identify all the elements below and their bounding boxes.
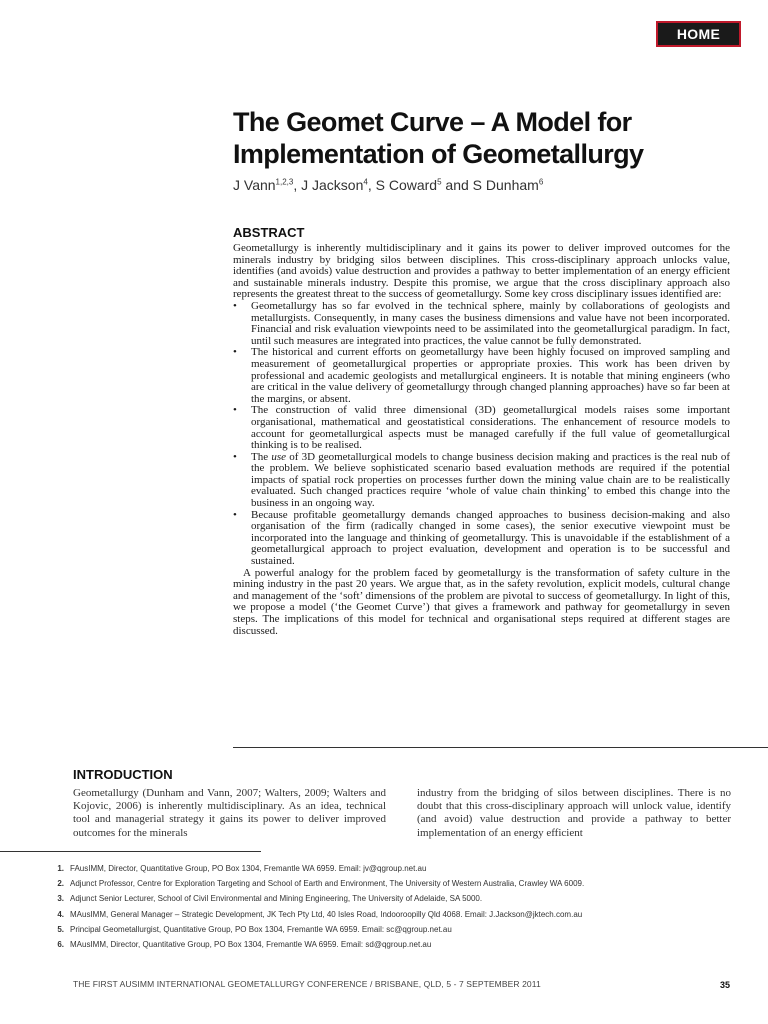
footnote-number: 1. — [57, 864, 64, 873]
footnote-text: FAusIMM, Director, Quantitative Group, PO Box 1304, Fremantle WA 6959. Email: jv@qgroup.net.au — [70, 864, 427, 873]
footnote-item — [44, 925, 584, 940]
author-name: J Jackson — [301, 177, 364, 193]
introduction-heading: INTRODUCTION — [73, 767, 173, 782]
bullet-marker: • — [233, 508, 237, 521]
author-separator: , — [293, 177, 302, 193]
author-affiliation: 5 — [437, 177, 442, 187]
footnote-item — [44, 940, 584, 955]
abstract-bullet — [233, 452, 730, 510]
bullet-marker: • — [233, 299, 237, 312]
footnote-number: 4. — [57, 909, 64, 919]
footnote-number: 5. — [57, 924, 64, 934]
abstract-bullet-list — [233, 301, 730, 568]
bullet-text: The — [251, 450, 272, 463]
footnote-text: Adjunct Professor, Centre for Exploration Targeting and School of Earth and Environment, The University of Western Australia, Crawley WA 6009. — [70, 879, 585, 889]
bullet-marker: • — [233, 404, 237, 417]
page-number: 35 — [720, 980, 731, 990]
bullet-marker: • — [233, 346, 237, 359]
author-name: S Dunham — [472, 177, 539, 193]
author-name: J Vann — [233, 177, 276, 193]
paper-title: The Geomet Curve – A Model for Implementation of Geometallurgy — [233, 107, 644, 169]
abstract-body — [233, 243, 730, 637]
bullet-text: Geometallurgy has so far evolved in the technical sphere, mainly by collaborations of geologists and metallurgists. Consequently, in many cases the business dimensions and value have not been incorporated. Financial and risk evaluation viewpoints need to be assimilated into the geometallurgical paradigm. In fact, until such measures are integrated into practices, the value cannot be fully demonstrated. — [251, 299, 730, 347]
introduction-right-column: industry from the bridging of silos between disciplines. There is no doubt that this cross-disciplinary approach will unlock value, identify (and avoid) value destruction and provide a pathway to better implementation of an energy efficient — [417, 787, 731, 839]
bullet-text: Because profitable geometallurgy demands changed approaches to business decision-making and also organisation of the firm (radically changed in some cases), the senior executive viewpoint must be incorporated into the language and thinking of geometallurgy. This is unavoidable if the establishment of a geometallurgical approach to project evaluation, development and operation is to be successful and sustained. — [251, 508, 730, 568]
bullet-marker: • — [233, 450, 237, 463]
section-divider — [233, 747, 768, 748]
bullet-text: The construction of valid three dimensional (3D) geometallurgical models raises some important organisational, mathematical and geostatistical considerations. The enhancement of resource models to account for geometallurgical aspects must be managed carefully if the full value of geometallurgical thinking is to be realised. — [251, 404, 730, 452]
author-list — [233, 177, 543, 193]
author-affiliation: 6 — [538, 177, 544, 187]
author-affiliation: 1,2,3 — [275, 177, 294, 187]
home-button[interactable]: HOME — [656, 21, 741, 47]
abstract-bullet — [233, 347, 730, 405]
footnote-item — [44, 894, 584, 909]
footnote-item — [44, 864, 584, 879]
footnote-list — [44, 864, 584, 955]
footnote-text: Principal Geometallurgist, Quantitative Group, PO Box 1304, Fremantle WA 6959. Email: sc@qgroup.net.au — [70, 924, 452, 934]
footnote-number: 6. — [57, 939, 64, 949]
abstract-bullet — [233, 510, 730, 568]
footnote-number: 3. — [57, 894, 64, 904]
footnote-text: MAusIMM, Director, Quantitative Group, PO Box 1304, Fremantle WA 6959. Email: sd@qgroup.net.au — [70, 939, 432, 949]
conference-footer: THE FIRST AUSIMM INTERNATIONAL GEOMETALLURGY CONFERENCE / BRISBANE, QLD, 5 - 7 SEPTEMBER 2011 — [73, 979, 541, 989]
author-separator: , — [367, 177, 376, 193]
abstract-bullet — [233, 301, 730, 347]
abstract-heading: ABSTRACT — [233, 225, 305, 240]
author-separator: and — [441, 177, 473, 193]
abstract-bullet — [233, 405, 730, 451]
introduction-left-column: Geometallurgy (Dunham and Vann, 2007; Walters, 2009; Walters and Kojovic, 2006) is inherently multidisciplinary. As an idea, technical tool and managerial strategy it gains its power to deliver improved outcomes for the minerals — [73, 787, 386, 839]
footnote-item — [44, 879, 584, 894]
abstract-closing: A powerful analogy for the problem faced by geometallurgy is the transformation of safety culture in the mining industry in the past 20 years. We argue that, as in the safety revolution, explicit models, cultural change and management of the ‘soft’ dimensions of the problem are pivotal to success of geometallurgy. In light of this, we propose a model (‘the Geomet Curve’) that gives a framework and pathway for geometallurgy in seven steps. The implications of this model for technical and organisational steps required at different stages are discussed. — [233, 566, 730, 637]
footnote-divider — [0, 851, 261, 852]
author-name: S Coward — [375, 177, 438, 193]
bullet-text: of 3D geometallurgical models to change business decision making and practices is the real nub of the problem. We believe sophisticated scenario based evaluation methods are required if the potential impacts of spatial rock properties on processes further down the mining value chain are to be realistically evaluated. Such changed practices require ‘whole of value chain thinking’ to embed this change into the business in an ongoing way. — [251, 450, 731, 510]
footnote-text: MAusIMM, General Manager – Strategic Development, JK Tech Pty Ltd, 40 Isles Road, Indooroopilly Qld 4068. Email: J.Jackson@jktech.com.au — [70, 909, 583, 919]
footnote-number: 2. — [57, 879, 64, 889]
author-affiliation: 4 — [363, 177, 368, 187]
footnote-item — [44, 910, 584, 925]
bullet-text: The historical and current efforts on geometallurgy have been highly focused on improved sampling and measurement of geometallurgical properties or appropriate proxies. This work has been driven by professional and academic geologists and metallurgical engineers. It is notable that mining engineers (who are critical in the value delivery of geometallurgy through changed planning approaches) have so far been at the margins, or absent. — [251, 346, 730, 405]
footnote-text: Adjunct Senior Lecturer, School of Civil Environmental and Mining Engineering, The University of Adelaide, SA 5000. — [70, 894, 483, 904]
bullet-emphasis: use — [271, 450, 286, 463]
abstract-intro: Geometallurgy is inherently multidisciplinary and it gains its power to deliver improved outcomes for the minerals industry by bridging silos between disciplines. This cross-disciplinary approach unlocks value, identifies (and avoids) value destruction and provides a pathway to better implementation of an energy efficient and sustainable minerals industry. Despite this promise, we argue that the cross disciplinary approach also represents the greatest threat to the success of geometallurgy. Some key cross disciplinary issues identified are: — [233, 242, 730, 301]
